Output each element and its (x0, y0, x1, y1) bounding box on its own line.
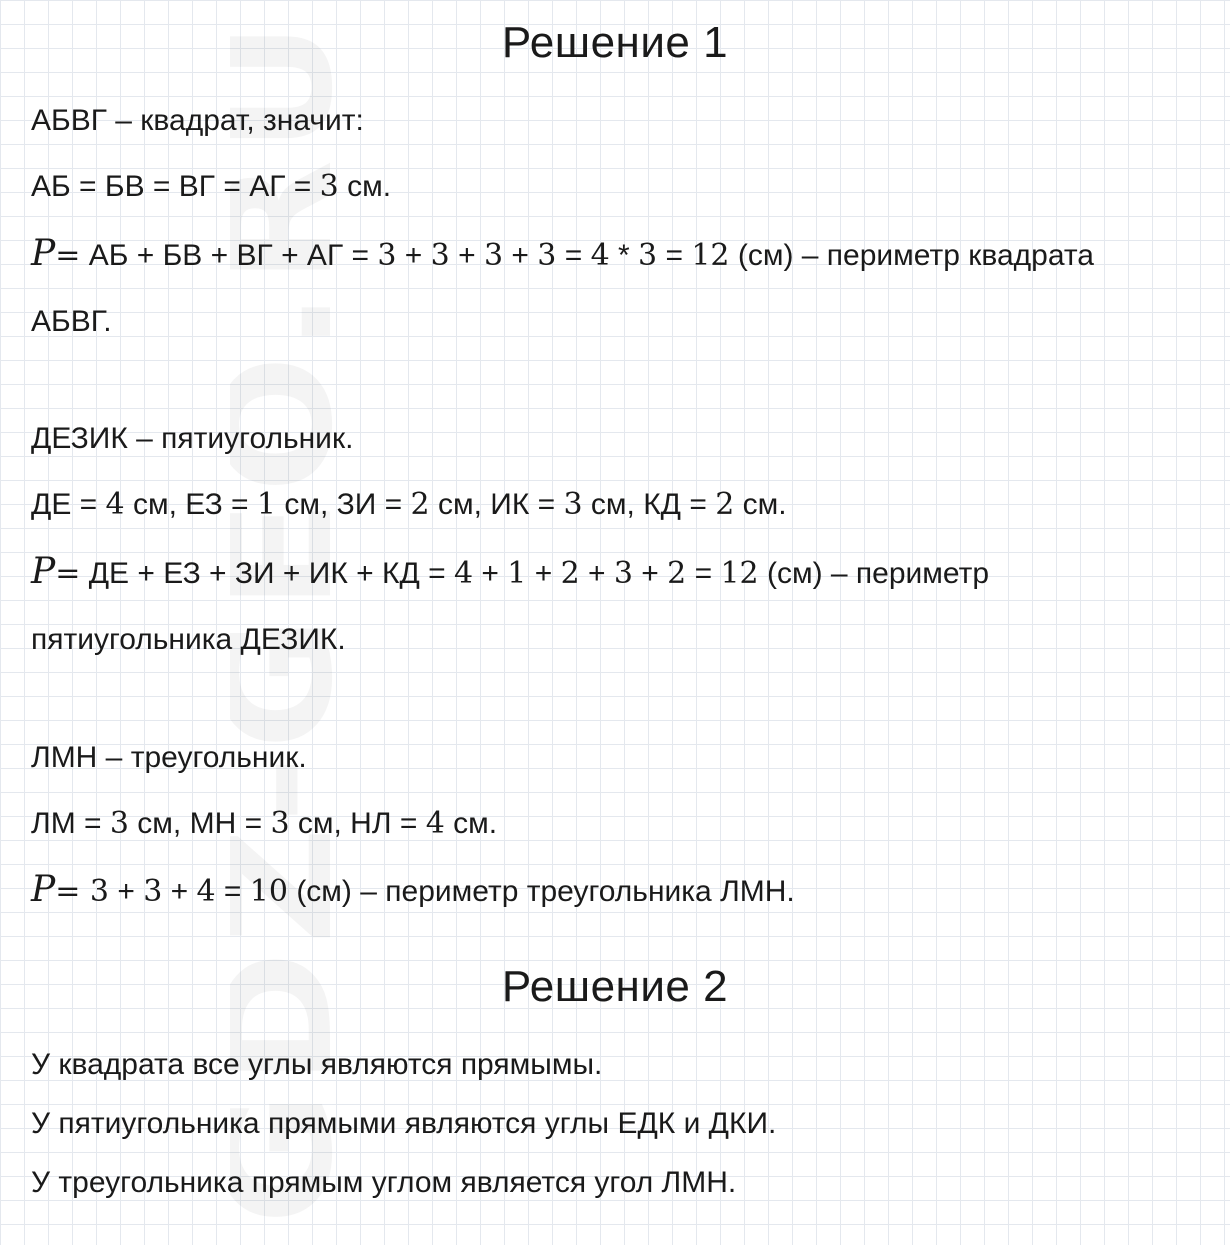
math-text: АБ + БВ + ВГ + АГ = (80, 239, 378, 272)
solution-2-line-1: У квадрата все углы являются прямымы. (31, 1048, 603, 1081)
pentagon-perimeter-continuation: пятиугольника ДЕЗИК. (31, 623, 346, 656)
math-number: 4 (590, 238, 610, 273)
math-text: см, ЕЗ = (124, 488, 257, 521)
triangle-intro: ЛМН – треугольник. (31, 741, 307, 774)
solution-1-title: Решение 1 (501, 18, 729, 67)
math-number: 3 (613, 556, 633, 591)
math-text: (см) – периметр квадрата (729, 239, 1094, 272)
math-text: + (473, 557, 508, 590)
math-number: 3 (483, 238, 504, 273)
perimeter-symbol: P (31, 869, 56, 910)
math-number: 2 (560, 556, 580, 591)
math-text: = (686, 557, 721, 590)
math-text: см, НЛ = (289, 807, 426, 840)
math-text: = (556, 239, 591, 272)
math-number: 2 (715, 487, 735, 522)
math-text: см. (338, 170, 392, 203)
math-text: + (632, 557, 668, 590)
math-number: = 3 (55, 874, 109, 909)
math-text: см, МН = (128, 807, 271, 840)
math-text: см, ЗИ = (276, 488, 411, 521)
solution-2-line-3: У треугольника прямым углом является угол ЛМН. (31, 1166, 737, 1199)
solution-2-title: Решение 2 (501, 962, 729, 1011)
math-number: 3 (143, 874, 163, 909)
math-number: 4 (425, 806, 445, 841)
math-number: = (55, 238, 81, 273)
math-number: 4 (453, 556, 474, 591)
triangle-perimeter (31, 869, 795, 910)
square-intro: АБВГ – квадрат, значит: (31, 104, 364, 137)
math-text: * (609, 239, 639, 272)
math-text: (см) – периметр (758, 557, 990, 590)
math-text: + (162, 875, 197, 908)
math-text: + (503, 239, 538, 272)
math-number: = (55, 556, 81, 591)
pentagon-perimeter (31, 551, 990, 592)
math-number: 12 (691, 238, 730, 273)
math-text: + (449, 239, 484, 272)
math-number: 3 (430, 238, 450, 273)
square-perimeter-continuation: АБВГ. (31, 305, 112, 338)
math-number: 10 (249, 874, 288, 909)
math-text: = (657, 239, 692, 272)
math-number: 2 (410, 487, 430, 522)
math-text: + (396, 239, 431, 272)
math-number: 3 (638, 238, 658, 273)
watermark-text: GDZ-GEO.RU (230, 104, 366, 1225)
math-number: 4 (196, 874, 216, 909)
math-number: 4 (105, 487, 125, 522)
math-number: 3 (377, 238, 397, 273)
math-text: АБ = БВ = ВГ = АГ = (31, 170, 320, 203)
math-number: 1 (256, 487, 277, 522)
math-text: ДЕ = (31, 488, 106, 521)
perimeter-symbol: P (31, 551, 56, 592)
math-text: + (109, 875, 144, 908)
solution-2-line-2: У пятиугольника прямыми являются углы ЕДК и ДКИ. (31, 1107, 777, 1140)
math-text: см, ИК = (429, 488, 564, 521)
square-sides (31, 169, 391, 205)
pentagon-sides (31, 487, 787, 523)
math-number: 3 (270, 806, 290, 841)
math-text: + (526, 557, 561, 590)
triangle-sides (31, 806, 497, 842)
math-text: ДЕ + ЕЗ + ЗИ + ИК + КД = (80, 557, 454, 590)
math-number: 3 (319, 169, 339, 204)
math-text: ЛМ = (31, 807, 110, 840)
math-number: 3 (537, 238, 557, 273)
math-number: 1 (507, 556, 527, 591)
math-text: = (215, 875, 250, 908)
math-text: см. (444, 807, 498, 840)
math-number: 3 (563, 487, 583, 522)
pentagon-intro: ДЕЗИК – пятиугольник. (31, 422, 354, 455)
perimeter-symbol: P (31, 233, 56, 274)
math-text: (см) – периметр треугольника ЛМН. (287, 875, 795, 908)
math-number: 2 (667, 556, 687, 591)
math-text: см, КД = (582, 488, 716, 521)
math-text: + (579, 557, 614, 590)
math-number: 12 (720, 556, 759, 591)
square-perimeter (31, 233, 1094, 274)
math-number: 3 (109, 806, 129, 841)
math-text: см. (734, 488, 787, 521)
